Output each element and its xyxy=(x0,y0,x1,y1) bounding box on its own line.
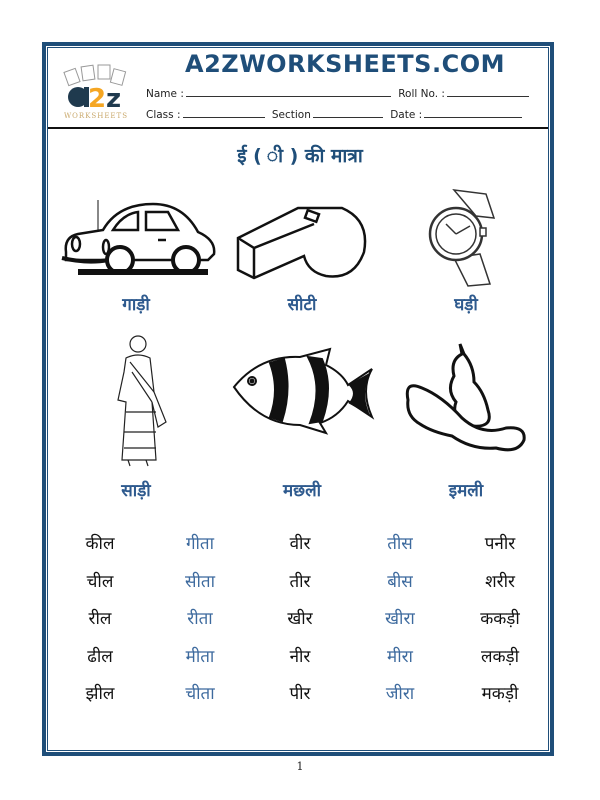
word: रीता xyxy=(187,609,213,630)
word: मीता xyxy=(185,646,215,667)
svg-text:2: 2 xyxy=(88,84,107,114)
roll-label: Roll No. : xyxy=(398,88,445,100)
woman-in-saree-icon xyxy=(108,332,174,467)
word: वीर xyxy=(289,534,311,555)
picture-caption: घड़ी xyxy=(454,295,478,315)
date-field[interactable] xyxy=(424,107,522,118)
picture-caption: मछली xyxy=(282,481,321,501)
picture-caption: सीटी xyxy=(287,295,317,315)
word: पनीर xyxy=(484,534,516,555)
word-row xyxy=(50,599,550,637)
word: लकड़ी xyxy=(480,646,520,667)
word: रील xyxy=(88,609,112,630)
word: जीरा xyxy=(385,684,415,705)
name-label: Name : xyxy=(146,88,184,100)
site-title: A2ZWORKSHEETS.COM xyxy=(185,50,505,78)
word: नीर xyxy=(289,646,311,667)
word: चील xyxy=(86,571,114,592)
word: तीस xyxy=(387,534,413,555)
svg-text:z: z xyxy=(106,84,122,114)
header-divider xyxy=(48,127,548,129)
word: खीर xyxy=(287,609,313,630)
word-row xyxy=(50,524,550,562)
word: मीरा xyxy=(387,646,413,667)
page-number: 1 xyxy=(296,760,304,773)
fish-icon xyxy=(230,345,375,435)
svg-text:WORKSHEETS: WORKSHEETS xyxy=(63,112,129,120)
word: शरीर xyxy=(485,571,515,592)
word: मकड़ी xyxy=(481,684,519,705)
word: चीता xyxy=(185,684,215,705)
word: कील xyxy=(85,534,115,555)
word: पीर xyxy=(289,684,311,705)
word: गीता xyxy=(185,534,215,555)
word: तीर xyxy=(289,571,311,592)
word-row xyxy=(50,562,550,600)
word-grid xyxy=(50,524,550,712)
word: सीता xyxy=(185,571,215,592)
word: बीस xyxy=(387,571,413,592)
word-row xyxy=(50,674,550,712)
word: ककड़ी xyxy=(480,609,520,630)
roll-field[interactable] xyxy=(447,86,529,97)
word: खीरा xyxy=(385,609,415,630)
tamarind-icon xyxy=(402,340,528,455)
word: झील xyxy=(85,684,115,705)
picture-caption: साड़ी xyxy=(121,481,151,501)
class-label: Class : xyxy=(146,109,181,121)
word-row xyxy=(50,637,550,675)
section-label: Section xyxy=(271,109,311,121)
picture-caption: इमली xyxy=(448,481,484,501)
picture-caption: गाड़ी xyxy=(122,295,150,315)
name-field[interactable] xyxy=(186,86,391,97)
whistle-icon xyxy=(236,200,372,282)
watch-icon xyxy=(424,188,500,288)
form-row-name xyxy=(146,86,533,100)
date-label: Date : xyxy=(390,109,423,121)
worksheet-heading: ई ( ी ) की मात्रा xyxy=(237,145,363,167)
a2z-logo xyxy=(56,62,136,122)
class-field[interactable] xyxy=(183,107,265,118)
car-icon xyxy=(58,192,218,282)
section-field[interactable] xyxy=(313,107,383,118)
word: ढील xyxy=(87,646,113,667)
form-row-class xyxy=(146,107,526,121)
